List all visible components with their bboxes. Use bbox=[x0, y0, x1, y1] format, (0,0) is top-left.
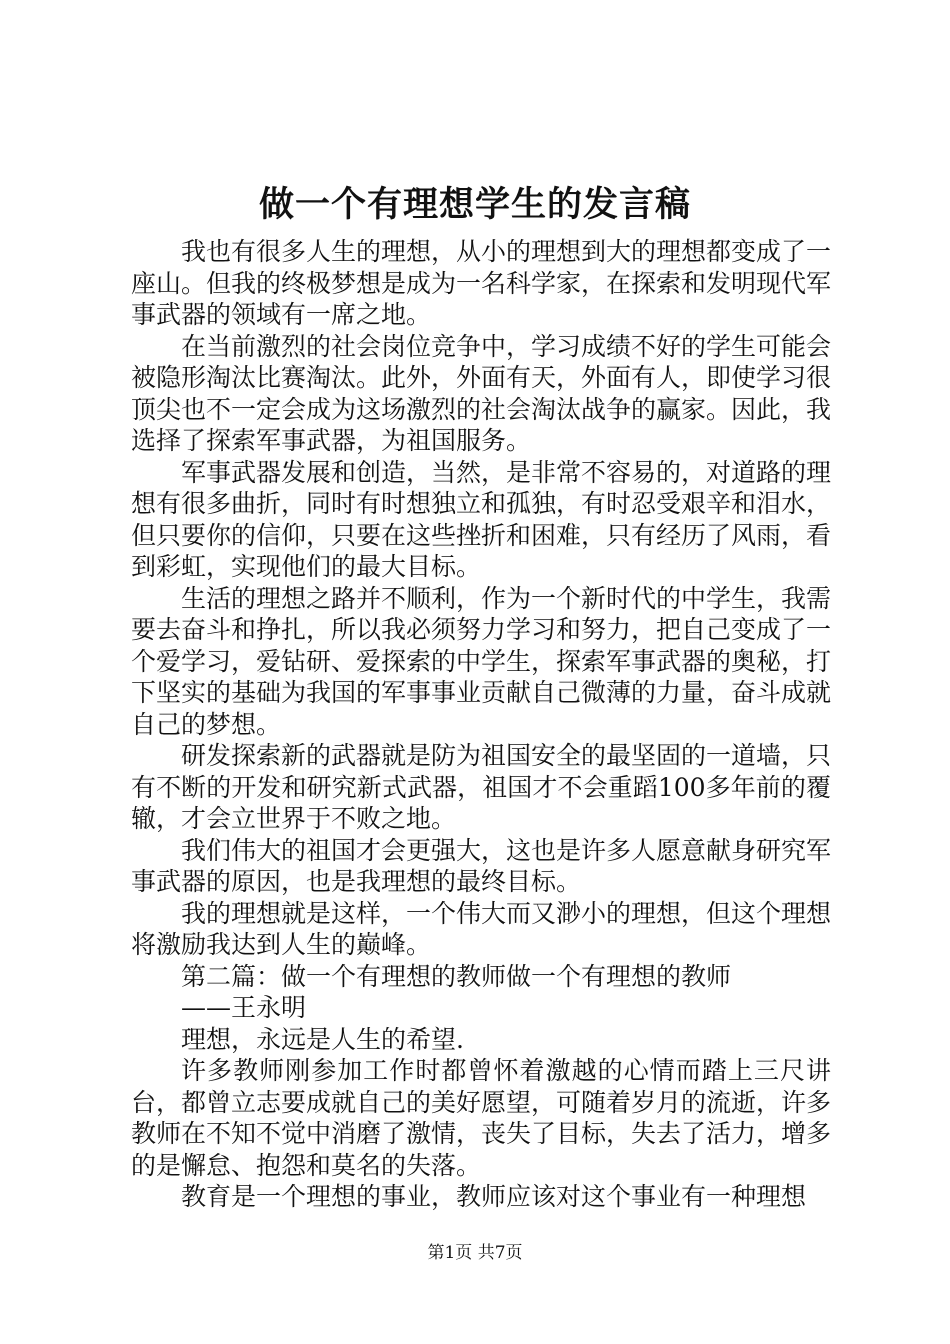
paragraph-10: 教育是一个理想的事业，教师应该对这个事业有一种理想 bbox=[181, 1182, 807, 1211]
author-line: ——王永明 bbox=[181, 993, 307, 1022]
page-footer: 第1页 共7页 bbox=[427, 1243, 523, 1263]
paragraph-3: 军事武器发展和创造，当然，是非常不容易的，对道路的理想有很多曲折，同时有时想独立和孤独，有时忍受艰辛和泪水，但只要你的信仰，只要在这些挫折和困难，只有经历了风雨，看到彩虹，实现他们的最大目标。 bbox=[131, 457, 832, 581]
paragraph-2: 在当前激烈的社会岗位竞争中，学习成绩不好的学生可能会被隐形淘汰比赛淘汰。此外，外面有天，外面有人，即使学习很顶尖也不一定会成为这场激烈的社会淘汰战争的赢家。因此，我选择了探索军事武器，为祖国服务。 bbox=[131, 331, 832, 455]
document-title: 做一个有理想学生的发言稿 bbox=[258, 184, 691, 225]
paragraph-5: 研发探索新的武器就是防为祖国安全的最坚固的一道墙，只有不断的开发和研究新式武器，祖国才不会重蹈100多年前的覆辙，才会立世界于不败之地。 bbox=[131, 741, 832, 833]
paragraph-1: 我也有很多人生的理想，从小的理想到大的理想都变成了一座山。但我的终极梦想是成为一名科学家，在探索和发明现代军事武器的领域有一席之地。 bbox=[131, 237, 832, 329]
paragraph-8: 理想，永远是人生的希望. bbox=[181, 1024, 464, 1054]
document-body bbox=[131, 236, 831, 1213]
paragraph-7: 我的理想就是这样，一个伟大而又渺小的理想，但这个理想将激励我达到人生的巅峰。 bbox=[131, 898, 832, 959]
paragraph-9: 许多教师刚参加工作时都曾怀着激越的心情而踏上三尺讲台，都曾立志要成就自己的美好愿望，可随着岁月的流逝，许多教师在不知不觉中消磨了激情，丧失了目标，失去了活力，增多的是懈怠、抱怨和莫名的失落。 bbox=[131, 1056, 832, 1180]
paragraph-4: 生活的理想之路并不顺利，作为一个新时代的中学生，我需要去奋斗和挣扎，所以我必须努力学习和努力，把自己变成了一个爱学习，爱钻研、爱探索的中学生，探索军事武器的奥秘，打下坚实的基础为我国的军事事业贡献自己微薄的力量，奋斗成就自己的梦想。 bbox=[131, 583, 832, 739]
paragraph-6: 我们伟大的祖国才会更强大，这也是许多人愿意献身研究军事武器的原因，也是我理想的最终目标。 bbox=[131, 835, 832, 896]
section-heading: 第二篇：做一个有理想的教师做一个有理想的教师 bbox=[181, 961, 732, 991]
